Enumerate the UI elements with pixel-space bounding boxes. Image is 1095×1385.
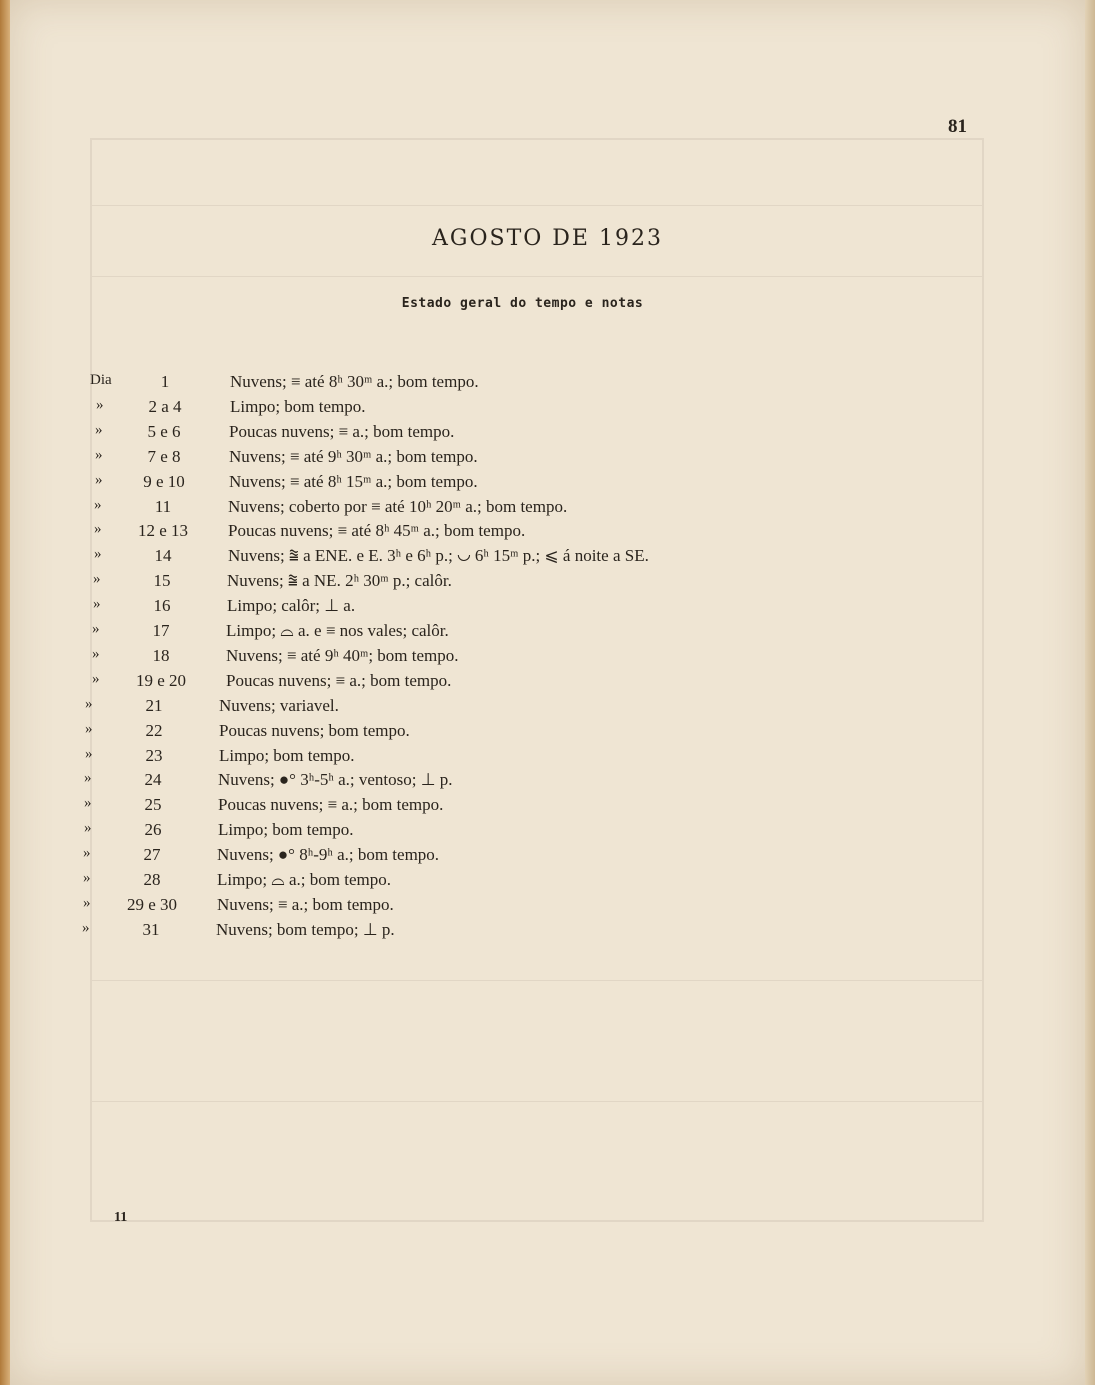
day-label: 28: [143, 870, 161, 889]
day-label: 17: [152, 621, 170, 640]
ditto-mark: »: [84, 795, 92, 811]
ditto-mark: »: [93, 596, 101, 612]
list-item: [86, 621, 846, 645]
day-label: 31: [142, 920, 160, 939]
day-label: 24: [144, 770, 162, 789]
list-item: [77, 895, 837, 919]
weather-note: Nuvens; coberto por ≡ até 10ʰ 20ᵐ a.; bom tempo.: [228, 497, 568, 516]
list-item: [77, 845, 837, 869]
day-label: 16: [153, 596, 171, 615]
signature-number: 11: [114, 1210, 128, 1225]
ditto-mark: »: [93, 571, 101, 587]
weather-note: Poucas nuvens; ≡ a.; bom tempo.: [218, 795, 444, 814]
ditto-mark: Dia: [90, 372, 112, 388]
list-item: [79, 696, 839, 720]
ditto-mark: »: [83, 870, 91, 886]
ditto-mark: »: [94, 546, 102, 562]
list-item: [89, 472, 849, 496]
ditto-mark: »: [85, 696, 93, 712]
list-item: [76, 920, 836, 944]
list-item: [88, 546, 848, 570]
day-label: 22: [145, 721, 163, 740]
page-title: AGOSTO DE 1923: [432, 226, 663, 251]
weather-note: Nuvens; ≡ até 8ʰ 30ᵐ a.; bom tempo.: [230, 372, 479, 391]
day-label: 7 e 8: [147, 447, 181, 466]
weather-note: Limpo; bom tempo.: [218, 820, 354, 839]
ditto-mark: »: [92, 646, 100, 662]
list-item: [78, 770, 838, 794]
day-label: 12 e 13: [137, 521, 189, 540]
day-label: 11: [154, 497, 172, 516]
day-label: 23: [145, 746, 163, 765]
ditto-mark: »: [82, 920, 90, 936]
ditto-mark: »: [84, 770, 92, 786]
list-item: [79, 721, 839, 745]
day-label: 9 e 10: [143, 472, 185, 491]
ditto-mark: »: [92, 621, 100, 637]
ditto-mark: »: [85, 721, 93, 737]
ditto-mark: »: [94, 497, 102, 513]
day-label: 2 a 4: [148, 397, 182, 416]
ditto-mark: »: [83, 845, 91, 861]
binding-edge: [0, 0, 10, 1385]
weather-note: Limpo; ⌓ a. e ≡ nos vales; calôr.: [226, 621, 449, 640]
page-number: 81: [948, 116, 967, 137]
weather-note: Nuvens; ●° 3ʰ-5ʰ a.; ventoso; ⊥ p.: [218, 770, 453, 789]
page-edge: [1085, 0, 1095, 1385]
list-item: [89, 447, 849, 471]
weather-note: Nuvens; ≡ até 8ʰ 15ᵐ a.; bom tempo.: [229, 472, 478, 491]
day-label: 19 e 20: [135, 671, 187, 690]
list-item: [87, 596, 847, 620]
weather-note: Nuvens; ⩰ a ENE. e E. 3ʰ e 6ʰ p.; ◡ 6ʰ 15ᵐ p.; ⩽ á noite a SE.: [228, 546, 649, 565]
list-item: [90, 372, 850, 396]
ditto-mark: »: [84, 820, 92, 836]
weather-note: Poucas nuvens; ≡ até 8ʰ 45ᵐ a.; bom tempo.: [228, 521, 526, 540]
section-subtitle: Estado geral do tempo e notas: [401, 296, 644, 311]
list-item: [77, 870, 837, 894]
ditto-mark: »: [95, 422, 103, 438]
weather-note: Limpo; bom tempo.: [219, 746, 355, 765]
day-label: 29 e 30: [126, 895, 178, 914]
day-label: 15: [153, 571, 171, 590]
ditto-mark: »: [95, 447, 103, 463]
weather-note: Nuvens; bom tempo; ⊥ p.: [216, 920, 395, 939]
day-label: 18: [152, 646, 170, 665]
ditto-mark: »: [83, 895, 91, 911]
list-item: [86, 646, 846, 670]
day-label: 26: [144, 820, 162, 839]
list-item: [90, 397, 850, 421]
ditto-mark: »: [94, 521, 102, 537]
weather-note: Nuvens; ≡ até 9ʰ 40ᵐ; bom tempo.: [226, 646, 459, 665]
list-item: [78, 820, 838, 844]
day-label: 5 e 6: [147, 422, 181, 441]
ditto-mark: »: [95, 472, 103, 488]
weather-note: Nuvens; variavel.: [219, 696, 339, 715]
ditto-mark: »: [92, 671, 100, 687]
day-label: 25: [144, 795, 162, 814]
list-item: [79, 746, 839, 770]
list-item: [78, 795, 838, 819]
weather-note: Poucas nuvens; ≡ a.; bom tempo.: [226, 671, 452, 690]
list-item: [86, 671, 846, 695]
bleed-through-footer: [92, 980, 982, 1102]
weather-note: Poucas nuvens; ≡ a.; bom tempo.: [229, 422, 455, 441]
weather-note: Nuvens; ●° 8ʰ-9ʰ a.; bom tempo.: [217, 845, 440, 864]
weather-note: Poucas nuvens; bom tempo.: [219, 721, 410, 740]
weather-note: Nuvens; ≡ até 9ʰ 30ᵐ a.; bom tempo.: [229, 447, 478, 466]
weather-note: Limpo; calôr; ⊥ a.: [227, 596, 356, 615]
list-item: [88, 521, 848, 545]
ditto-mark: »: [85, 746, 93, 762]
day-label: 27: [143, 845, 161, 864]
list-item: [87, 571, 847, 595]
weather-note: Nuvens; ⩰ a NE. 2ʰ 30ᵐ p.; calôr.: [227, 571, 452, 590]
weather-note: Nuvens; ≡ a.; bom tempo.: [217, 895, 394, 914]
weather-note: Limpo; ⌓ a.; bom tempo.: [217, 870, 391, 889]
day-label: 14: [154, 546, 172, 565]
list-item: [88, 497, 848, 521]
day-label: 21: [145, 696, 163, 715]
ditto-mark: »: [96, 397, 104, 413]
day-label: 1: [160, 372, 170, 391]
list-item: [89, 422, 849, 446]
weather-note: Limpo; bom tempo.: [230, 397, 366, 416]
